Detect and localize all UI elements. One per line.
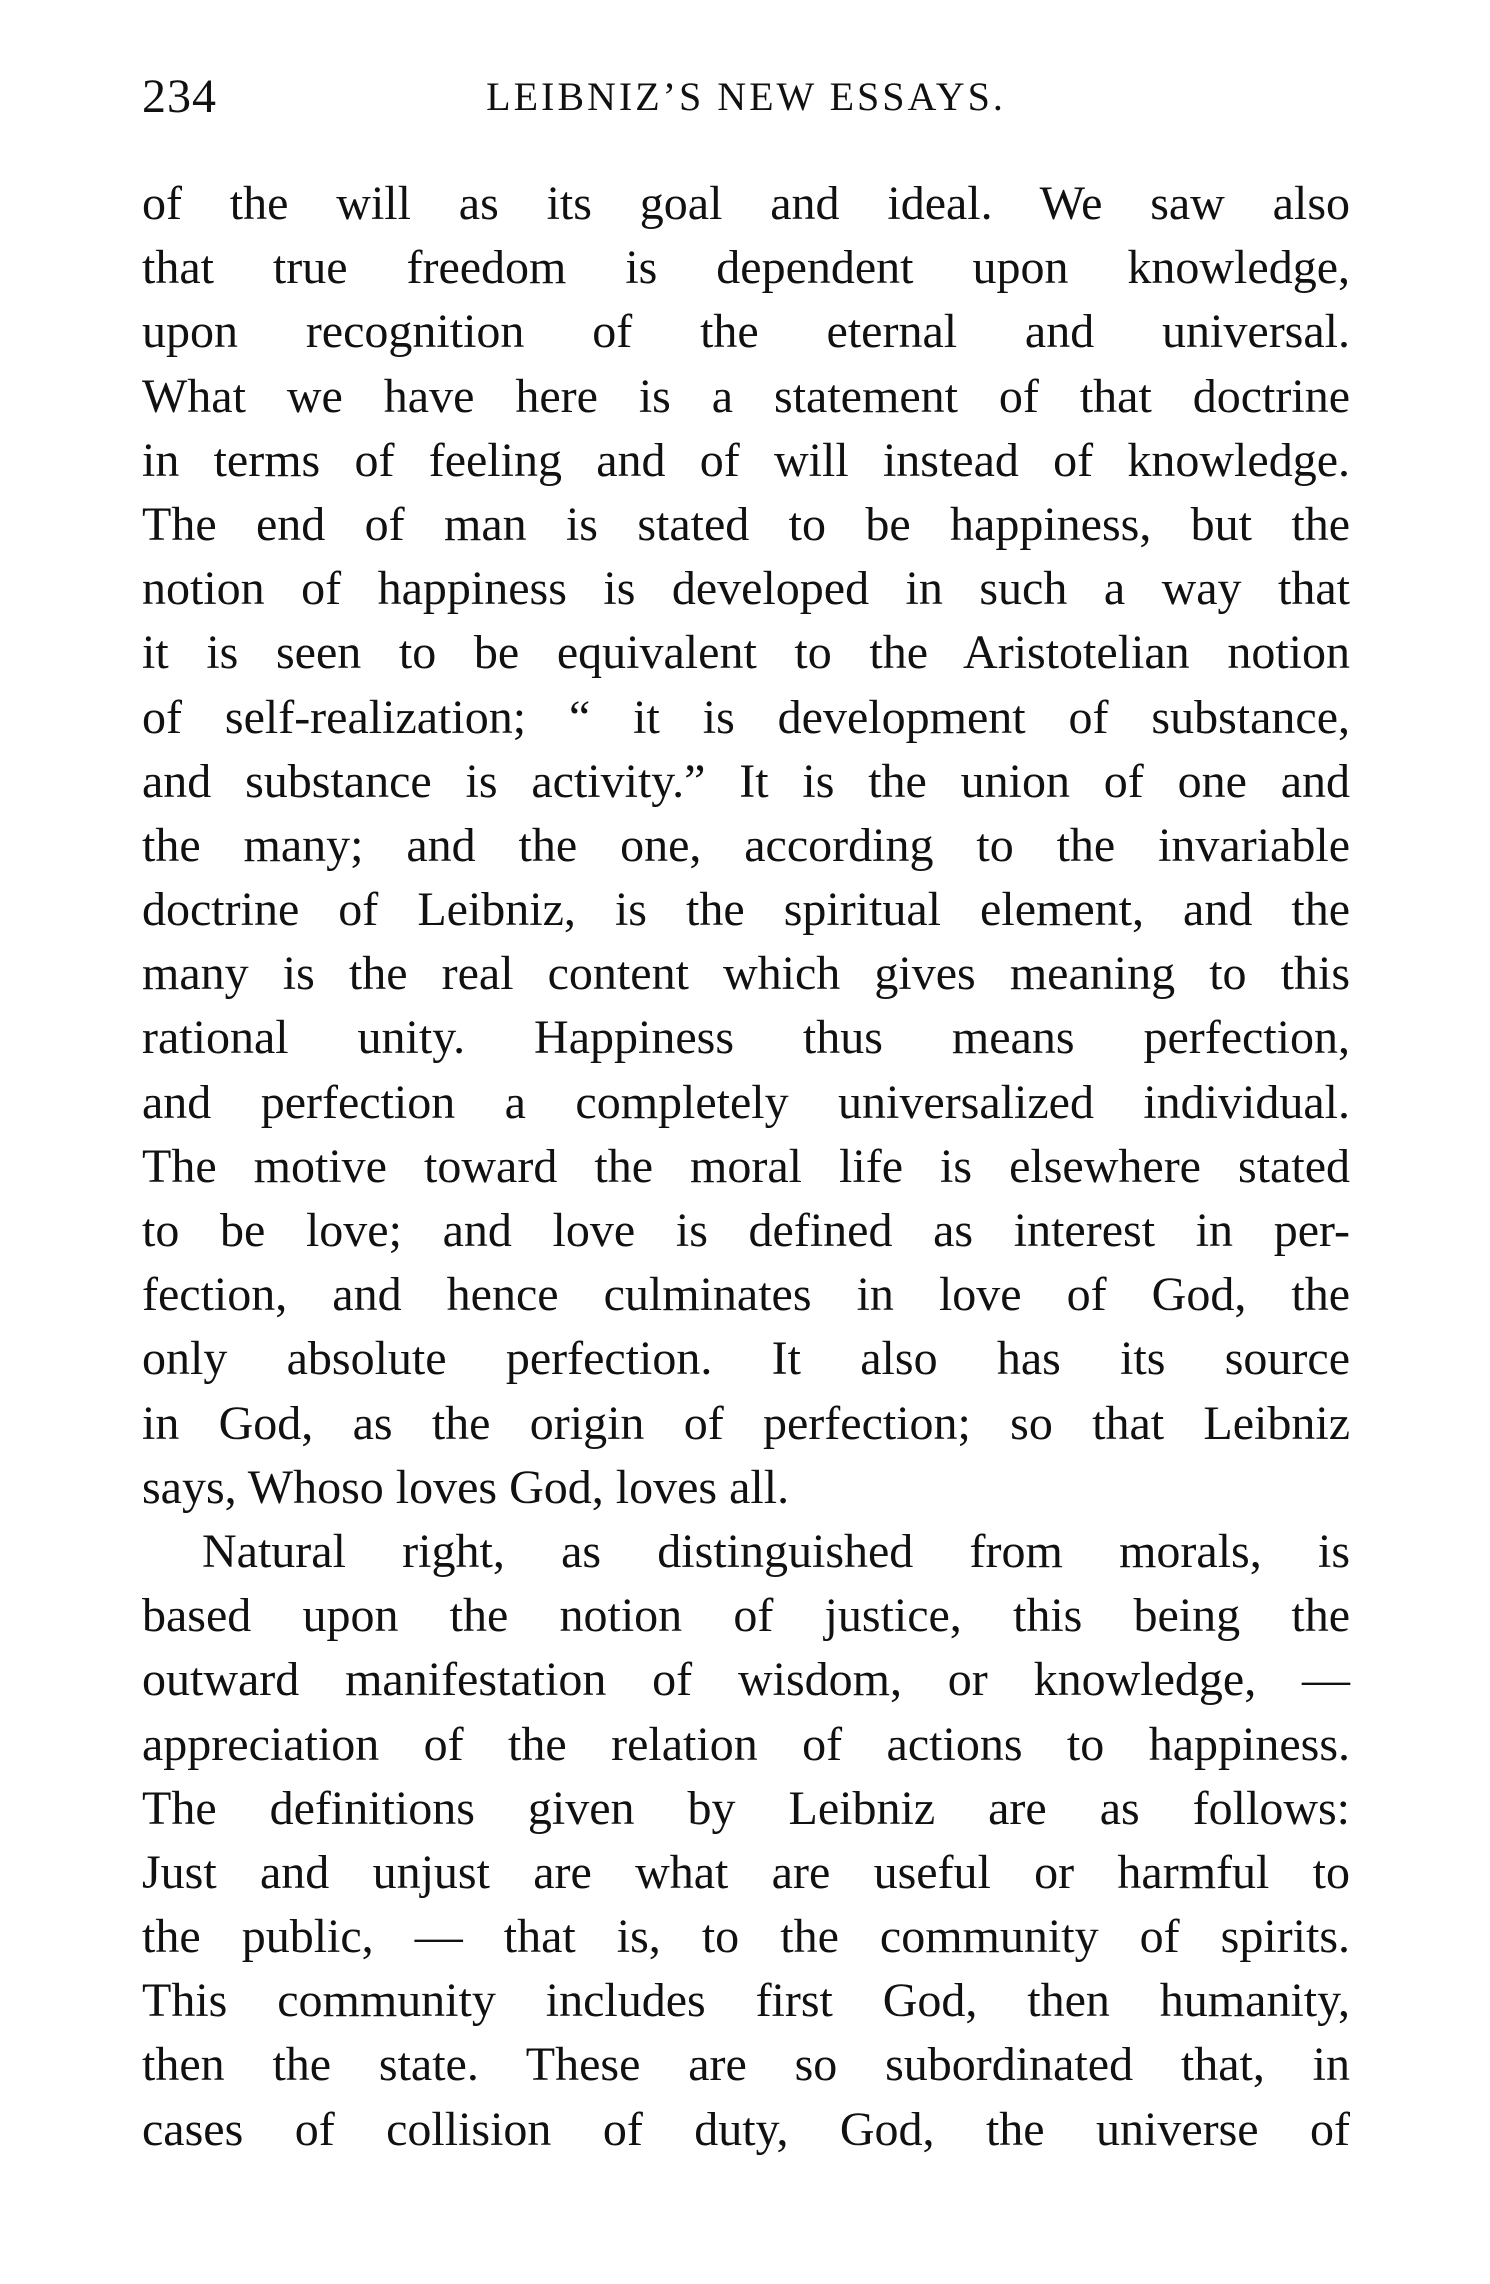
text-line: upon recognition of the eternal and universal. (142, 305, 1350, 359)
text-line: the public, — that is, to the community of spirits. (142, 1910, 1350, 1964)
text-line: notion of happiness is developed in such a way that (142, 562, 1350, 616)
paragraph-start-line: Natural right, as distinguished from morals, is (202, 1524, 1350, 1578)
text-line: appreciation of the relation of actions to happiness. (142, 1717, 1350, 1771)
text-line: The definitions given by Leibniz are as follows: (142, 1781, 1350, 1835)
running-title: LEIBNIZ’S NEW ESSAYS. (486, 74, 1006, 119)
text-line: outward manifestation of wisdom, or knowledge, — (142, 1653, 1350, 1707)
text-line: based upon the notion of justice, this being the (142, 1589, 1350, 1643)
text-line: many is the real content which gives meaning to this (142, 947, 1350, 1001)
text-line: of self-realization; “ it is development of substance, (142, 690, 1350, 744)
text-line: and perfection a completely universalized individual. (142, 1075, 1350, 1129)
text-line: the many; and the one, according to the invariable (142, 818, 1350, 872)
text-line: What we have here is a statement of that doctrine (142, 369, 1350, 423)
page-number: 234 (142, 70, 217, 123)
body-text (142, 172, 1350, 2162)
paragraph-end-line: says, Whoso loves God, loves all. (142, 1460, 790, 1514)
text-line: rational unity. Happiness thus means perfection, (142, 1011, 1350, 1065)
page-header (142, 62, 1350, 132)
text-line: it is seen to be equivalent to the Aristotelian notion (142, 626, 1350, 680)
text-line: fection, and hence culminates in love of God, the (142, 1268, 1350, 1322)
text-line: cases of collision of duty, God, the universe of (142, 2102, 1350, 2156)
text-line: then the state. These are so subordinated that, in (142, 2038, 1350, 2092)
text-line: in terms of feeling and of will instead of knowledge. (142, 433, 1350, 487)
text-line: and substance is activity.” It is the union of one and (142, 754, 1350, 808)
text-line: only absolute perfection. It also has its source (142, 1332, 1350, 1386)
text-line: that true freedom is dependent upon knowledge, (142, 241, 1350, 295)
text-line: doctrine of Leibniz, is the spiritual element, and the (142, 883, 1350, 937)
text-line: This community includes first God, then humanity, (142, 1974, 1350, 2028)
text-line: The end of man is stated to be happiness, but the (142, 497, 1350, 551)
text-line: of the will as its goal and ideal. We saw also (142, 177, 1350, 230)
text-line: in God, as the origin of perfection; so that Leibniz (142, 1396, 1350, 1450)
text-line: The motive toward the moral life is elsewhere stated (142, 1139, 1350, 1193)
text-line: Just and unjust are what are useful or harmful to (142, 1845, 1350, 1899)
text-line: to be love; and love is defined as interest in per- (142, 1204, 1350, 1257)
